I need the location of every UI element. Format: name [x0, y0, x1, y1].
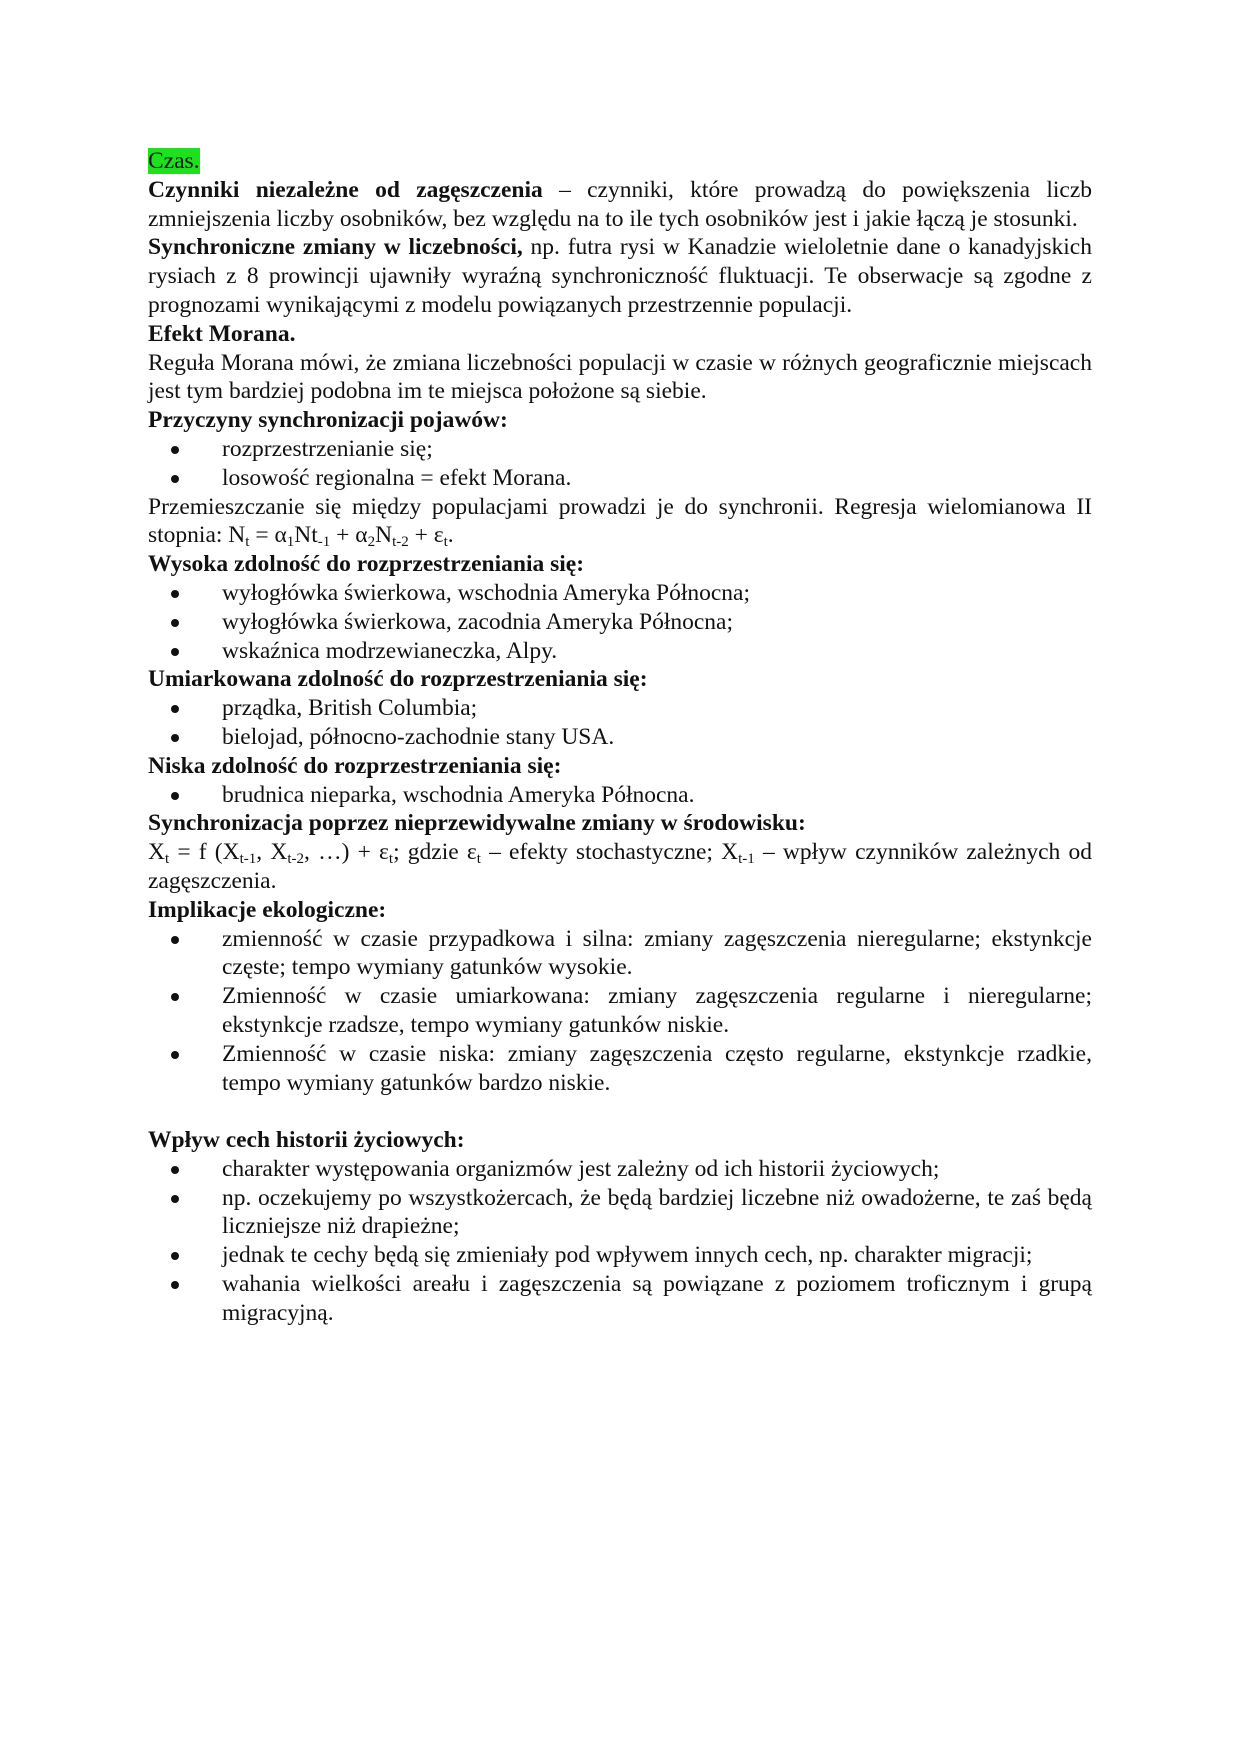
- list-item: losowość regionalna = efekt Morana.: [222, 464, 1092, 493]
- list-life-history: [148, 1155, 1092, 1328]
- subscript: t: [443, 534, 448, 551]
- text: , X: [256, 839, 288, 866]
- subscript: t: [245, 534, 250, 551]
- heading-environment-sync: Synchronizacja poprzez nieprzewidywalne zmiany w środowisku:: [148, 810, 806, 837]
- list-causes: [148, 435, 1092, 493]
- paragraph-environment-formula: [148, 838, 1092, 896]
- paragraph-regression: [148, 493, 1092, 551]
- list-item: wahania wielkości areału i zagęszczenia są powiązane z poziomem troficznym i grupą migracyjną.: [222, 1271, 1092, 1326]
- text: + α: [330, 522, 368, 549]
- paragraph-density-independent: [148, 176, 1092, 234]
- text: ; gdzie ε: [393, 839, 477, 866]
- list-item: np. oczekujemy po wszystkożercach, że będą bardziej liczebne niż owadożerne, te zaś będą liczniejsze niż drapieżne;: [222, 1184, 1092, 1240]
- list-item: jednak te cechy będą się zmieniały pod wpływem innych cech, np. charakter migracji;: [222, 1241, 1092, 1270]
- text: Przemieszczanie się między populacjami prowadzi je do synchronii. Regresja wielomianowa II stopnia: N: [148, 493, 1092, 549]
- list-item: rozprzestrzenianie się;: [222, 435, 1092, 464]
- definition: – czynniki, które prowadzą do powiększenia liczb zmniejszenia liczby osobników, bez względu na to ile tych osobników jest i jakie łączą je stosunki.: [148, 176, 1093, 232]
- list-item: charakter występowania organizmów jest zależny od ich historii życiowych;: [222, 1155, 1092, 1184]
- text: = α: [249, 522, 287, 549]
- heading-moderate-dispersal: Umiarkowana zdolność do rozprzestrzeniania się:: [148, 666, 648, 693]
- subscript: t-2: [287, 851, 304, 868]
- subscript: 2: [367, 534, 376, 551]
- subscript: 1: [286, 534, 295, 551]
- list-item: zmienność w czasie przypadkowa i silna: zmiany zagęszczenia nieregularne; ekstynkcje częste; tempo wymiany gatunków wysokie.: [222, 925, 1092, 981]
- term: Synchroniczne zmiany w liczebności,: [148, 234, 523, 261]
- list-item: wyłogłówka świerkowa, wschodnia Ameryka Północna;: [222, 579, 1092, 608]
- list-item: Zmienność w czasie umiarkowana: zmiany zagęszczenia regularne i nieregularne; ekstynkcje rzadsze, tempo wymiany gatunków niskie.: [222, 983, 1092, 1038]
- list-item: bielojad, północno-zachodnie stany USA.: [222, 723, 1092, 752]
- text: + ε: [408, 522, 444, 549]
- text: – efekty stochastyczne; X: [480, 839, 739, 866]
- list-low-dispersal: [148, 781, 1092, 810]
- list-item: wskaźnica modrzewianeczka, Alpy.: [222, 637, 1092, 666]
- subscript: t: [164, 851, 170, 868]
- blank-line: [148, 1097, 1092, 1126]
- paragraph-moran: Reguła Morana mówi, że zmiana liczebności populacji w czasie w różnych geograficznie miejscach jest tym bardziej podobna im te miejsca położone są siebie.: [148, 349, 1092, 405]
- paragraph-synchronous-changes: [148, 233, 1092, 319]
- heading-low-dispersal: Niska zdolność do rozprzestrzeniania się:: [148, 752, 562, 779]
- list-implications: [148, 925, 1092, 1098]
- subscript: t-1: [738, 851, 755, 868]
- heading-moran: Efekt Morana.: [148, 320, 296, 347]
- list-item: Zmienność w czasie niska: zmiany zagęszczenia często regularne, ekstynkcje rzadkie, tempo wymiany gatunków bardzo niskie.: [222, 1040, 1092, 1096]
- list-high-dispersal: [148, 579, 1092, 665]
- heading-causes: Przyczyny synchronizacji pojawów:: [148, 407, 508, 434]
- heading-high-dispersal: Wysoka zdolność do rozprzestrzeniania się:: [148, 551, 585, 578]
- list-item: wyłogłówka świerkowa, zacodnia Ameryka Północna;: [222, 608, 1092, 637]
- text: , …) + ε: [304, 839, 389, 866]
- document-page: [148, 147, 1092, 1328]
- highlighted-title: Czas.: [148, 148, 200, 174]
- text: N: [375, 522, 393, 549]
- list-item: prządka, British Columbia;: [222, 694, 1092, 723]
- subscript: t-2: [392, 534, 409, 551]
- subscript: t: [388, 851, 394, 868]
- text: = f (X: [169, 839, 240, 866]
- heading-life-history: Wpływ cech historii życiowych:: [148, 1127, 465, 1154]
- subscript: t-1: [239, 851, 257, 868]
- definition: np. futra rysi w Kanadzie wieloletnie dane o kanadyjskich rysiach z 8 prowincji ujawniły wyraźną synchroniczność fluktuacji. Te obserwacje są zgodne z prognozami wynikającymi z modelu powiązanych przestrzennie populacji.: [148, 234, 1092, 318]
- text: X: [148, 839, 165, 866]
- section-title: [148, 147, 1092, 176]
- subscript: -1: [317, 534, 331, 551]
- term: Czynniki niezależne od zagęszczenia: [148, 176, 543, 203]
- text: .: [447, 522, 454, 549]
- text: Nt: [294, 522, 318, 549]
- subscript: t: [476, 851, 481, 868]
- text: – wpływ czynników zależnych od zagęszczenia.: [148, 839, 1092, 894]
- list-moderate-dispersal: [148, 694, 1092, 752]
- heading-implications: Implikacje ekologiczne:: [148, 896, 387, 923]
- list-item: brudnica nieparka, wschodnia Ameryka Północna.: [222, 781, 1092, 810]
